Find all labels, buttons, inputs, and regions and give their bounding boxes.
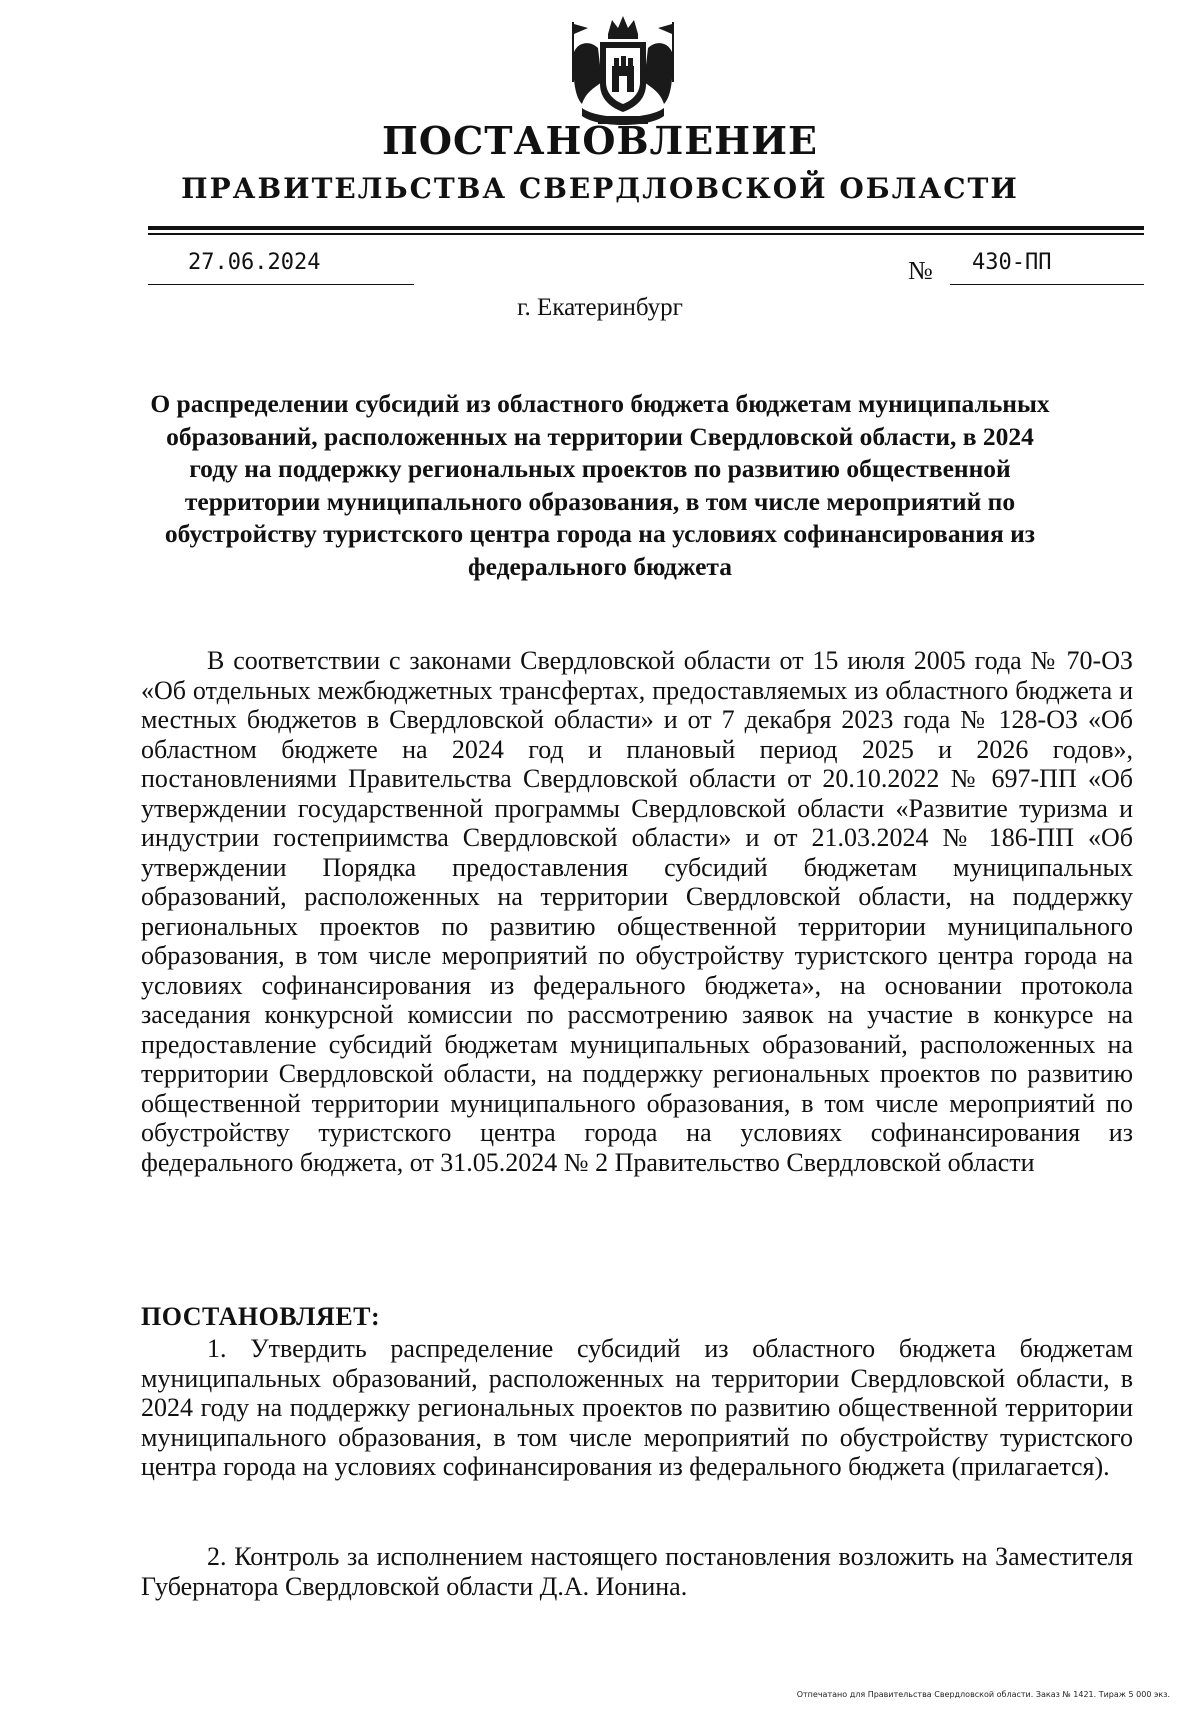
date-field: [148, 250, 414, 285]
item-2-paragraph: 2. Контроль за исполнением настоящего постановления возложить на Заместителя Губернатора Свердловской области Д.А. Ионина.: [141, 1542, 1133, 1601]
print-footer: Отпечатано для Правительства Свердловской области. Заказ № 1421. Тираж 5 000 экз.: [796, 1690, 1170, 1699]
document-number: 430-ПП: [972, 250, 1052, 275]
number-label: №: [908, 256, 933, 285]
header-rule-thin: [148, 233, 1144, 235]
issuer-name: ПРАВИТЕЛЬСТВА СВЕРДЛОВСКОЙ ОБЛАСТИ: [181, 172, 1019, 205]
city-name: г. Екатеринбург: [517, 294, 683, 321]
document-subject: О распределении субсидий из областного бюджета бюджетам муниципальных образований, расположенных на территории Свердловской области, в 2024 году на поддержку региональных проектов по развитию общественной территории муниципального образования, в том числе мероприятий по обустройству туристского центра города на условиях софинансирования из федерального бюджета: [150, 389, 1050, 581]
coat-of-arms-icon: [568, 12, 678, 130]
preamble-paragraph: В соответствии с законами Свердловской области от 15 июля 2005 года № 70-ОЗ «Об отдельных межбюджетных трансфертах, предоставляемых из областного бюджета и местных бюджетов в Свердловской области» и от 7 декабря 2023 года № 128-ОЗ «Об областном бюджете на 2024 год и плановый период 2025 и 2026 годов», постановлениями Правительства Свердловской области от 20.10.2022 № 697-ПП «Об утверждении государственной программы Свердловской области «Развитие туризма и индустрии гостеприимства Свердловской области» и от 21.03.2024 № 186-ПП «Об утверждении Порядка предоставления субсидий бюджетам муниципальных образований, расположенных на территории Свердловской области, на поддержку региональных проектов по развитию общественной территории муниципального образования, в том числе мероприятий по обустройству туристского центра города на условиях софинансирования из федерального бюджета», на основании протокола заседания конкурсной комиссии по рассмотрению заявок на участие в конкурсе на предоставление субсидий бюджетам муниципальных образований, расположенных на территории Свердловской области, на поддержку региональных проектов по развитию общественной территории муниципального образования, в том числе мероприятий по обустройству туристского центра города на условиях софинансирования из федерального бюджета, от 31.05.2024 № 2 Правительство Свердловской области: [141, 646, 1133, 1177]
document-title: ПОСТАНОВЛЕНИЕ: [382, 118, 818, 163]
item-1-paragraph: 1. Утвердить распределение субсидий из областного бюджета бюджетам муниципальных образований, расположенных на территории Свердловской области, в 2024 году на поддержку региональных проектов по развитию общественной территории муниципального образования, в том числе мероприятий по обустройству туристского центра города на условиях софинансирования из федерального бюджета (прилагается).: [141, 1334, 1133, 1481]
header-rule-thick: [148, 226, 1144, 230]
document-date: 27.06.2024: [188, 250, 321, 275]
number-field: [950, 250, 1144, 285]
resolves-heading: ПОСТАНОВЛЯЕТ:: [141, 1302, 381, 1331]
